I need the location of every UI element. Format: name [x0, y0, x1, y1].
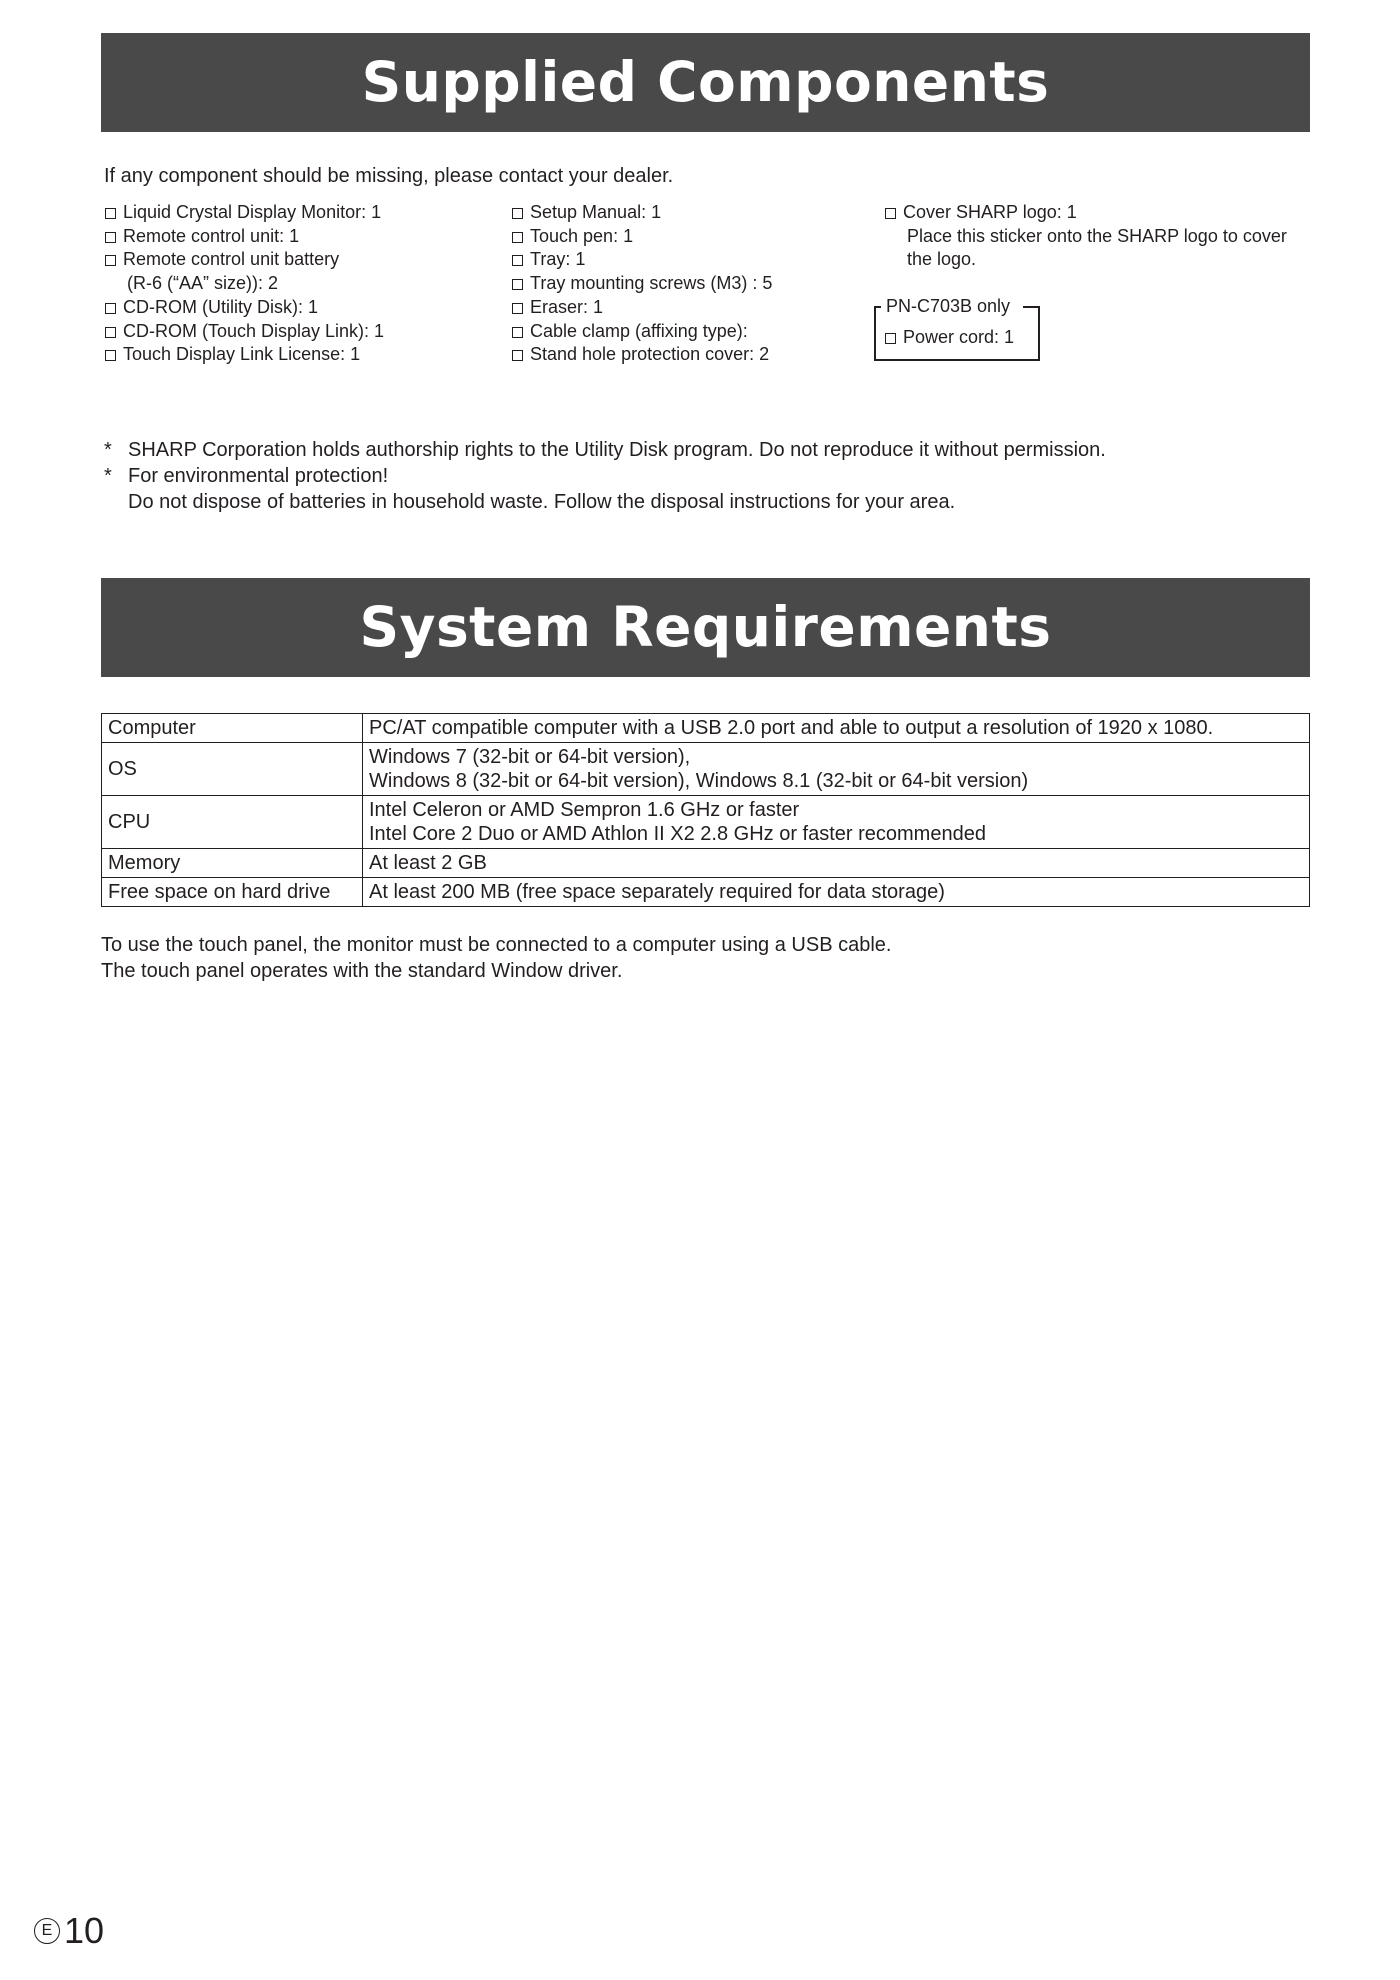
component-label: Cable clamp (affixing type): — [530, 320, 748, 341]
component-label: Stand hole protection cover: 2 — [530, 344, 770, 365]
table-row — [102, 743, 1310, 796]
system-requirements-heading: System Requirements — [101, 578, 1310, 677]
requirement-line: Windows 8 (32-bit or 64-bit version), Windows 8.1 (32-bit or 64-bit version) — [369, 770, 1029, 792]
requirement-value — [363, 714, 1310, 743]
model-box-corner-right — [1023, 306, 1040, 308]
component-item — [105, 225, 384, 249]
component-item — [512, 296, 772, 320]
requirement-line: PC/AT compatible computer with a USB 2.0 port and able to output a resolution of 1920 x 1080. — [369, 717, 1214, 739]
notes-list — [104, 437, 1106, 515]
component-item — [885, 201, 1287, 225]
checkbox-icon — [512, 303, 523, 314]
requirements-table — [101, 713, 1310, 907]
note-line: Do not dispose of batteries in household waste. Follow the disposal instructions for your area. — [128, 491, 956, 513]
checkbox-icon — [105, 350, 116, 361]
component-item — [512, 248, 772, 272]
component-item — [512, 225, 772, 249]
components-column-3 — [885, 201, 1287, 272]
requirement-value — [363, 878, 1310, 907]
supplied-intro: If any component should be missing, please contact your dealer. — [104, 165, 674, 187]
component-label: Tray: 1 — [530, 249, 586, 270]
component-item — [512, 320, 772, 344]
page-number: 10 — [64, 1910, 105, 1951]
language-e-icon: E — [34, 1918, 60, 1944]
asterisk-marker: * — [104, 439, 112, 461]
component-label: CD-ROM (Touch Display Link): 1 — [123, 320, 385, 341]
component-label: Remote control unit battery — [123, 249, 340, 270]
asterisk-marker: * — [104, 465, 112, 487]
checkbox-icon — [512, 327, 523, 338]
checkbox-icon — [105, 232, 116, 243]
requirement-name: OS — [102, 743, 363, 796]
component-item — [105, 320, 384, 344]
component-item — [105, 248, 384, 272]
component-label: Cover SHARP logo: 1 — [903, 202, 1077, 222]
component-label: CD-ROM (Utility Disk): 1 — [123, 296, 318, 317]
table-row — [102, 878, 1310, 907]
components-column-2 — [512, 201, 772, 367]
component-label: Place this sticker onto the SHARP logo to cover — [907, 225, 1287, 246]
touch-panel-line: To use the touch panel, the monitor must be connected to a computer using a USB cable. — [101, 934, 892, 956]
power-cord-label: Power cord: 1 — [903, 327, 1015, 347]
note-item — [104, 463, 1106, 515]
checkbox-icon — [105, 303, 116, 314]
component-item — [105, 296, 384, 320]
touch-panel-notes — [101, 932, 891, 984]
note-line: SHARP Corporation holds authorship rights to the Utility Disk program. Do not reproduce it without permission. — [128, 439, 1106, 461]
component-label: Remote control unit: 1 — [123, 225, 300, 246]
model-only-title: PN-C703B only — [886, 296, 1011, 316]
touch-panel-line: The touch panel operates with the standard Window driver. — [101, 960, 623, 982]
component-label: Eraser: 1 — [530, 296, 604, 317]
table-row — [102, 849, 1310, 878]
requirement-name: Computer — [102, 714, 363, 743]
component-label: Touch Display Link License: 1 — [123, 344, 361, 365]
component-item — [512, 201, 772, 225]
requirement-line: At least 200 MB (free space separately required for data storage) — [369, 881, 945, 903]
component-label: Setup Manual: 1 — [530, 202, 662, 222]
checkbox-icon — [512, 208, 523, 219]
checkbox-icon — [105, 255, 116, 266]
requirement-name: CPU — [102, 796, 363, 849]
requirement-line: At least 2 GB — [369, 852, 487, 874]
checkbox-icon — [105, 327, 116, 338]
supplied-components-heading: Supplied Components — [101, 33, 1310, 132]
checkbox-icon — [512, 279, 523, 290]
requirement-name: Free space on hard drive — [102, 878, 363, 907]
checkbox-icon — [512, 350, 523, 361]
note-item — [104, 437, 1106, 463]
page-footer — [34, 1910, 104, 1952]
component-item — [105, 272, 384, 296]
component-label: Touch pen: 1 — [530, 225, 634, 246]
component-label: (R-6 (“AA” size)): 2 — [127, 273, 279, 294]
component-item — [512, 272, 772, 296]
note-line: For environmental protection! — [128, 465, 389, 487]
requirement-line: Intel Celeron or AMD Sempron 1.6 GHz or faster — [369, 799, 800, 821]
component-item — [105, 201, 384, 225]
component-item — [885, 225, 1287, 249]
checkbox-icon — [885, 333, 896, 344]
component-item — [885, 248, 1287, 272]
table-row — [102, 796, 1310, 849]
component-label: the logo. — [907, 249, 977, 270]
checkbox-icon — [105, 208, 116, 219]
table-row — [102, 714, 1310, 743]
model-only-item — [885, 327, 1014, 348]
component-label: Tray mounting screws (M3) : 5 — [530, 273, 773, 294]
checkbox-icon — [512, 255, 523, 266]
component-item — [512, 343, 772, 367]
requirement-value — [363, 849, 1310, 878]
component-item — [105, 343, 384, 367]
components-column-1 — [105, 201, 384, 367]
checkbox-icon — [512, 232, 523, 243]
checkbox-icon — [885, 208, 896, 219]
component-label: Liquid Crystal Display Monitor: 1 — [123, 202, 382, 222]
requirement-line: Intel Core 2 Duo or AMD Athlon II X2 2.8 GHz or faster recommended — [369, 823, 986, 845]
requirement-line: Windows 7 (32-bit or 64-bit version), — [369, 746, 691, 768]
requirement-value — [363, 796, 1310, 849]
requirement-value — [363, 743, 1310, 796]
model-box-corner-left — [874, 306, 881, 308]
requirement-name: Memory — [102, 849, 363, 878]
